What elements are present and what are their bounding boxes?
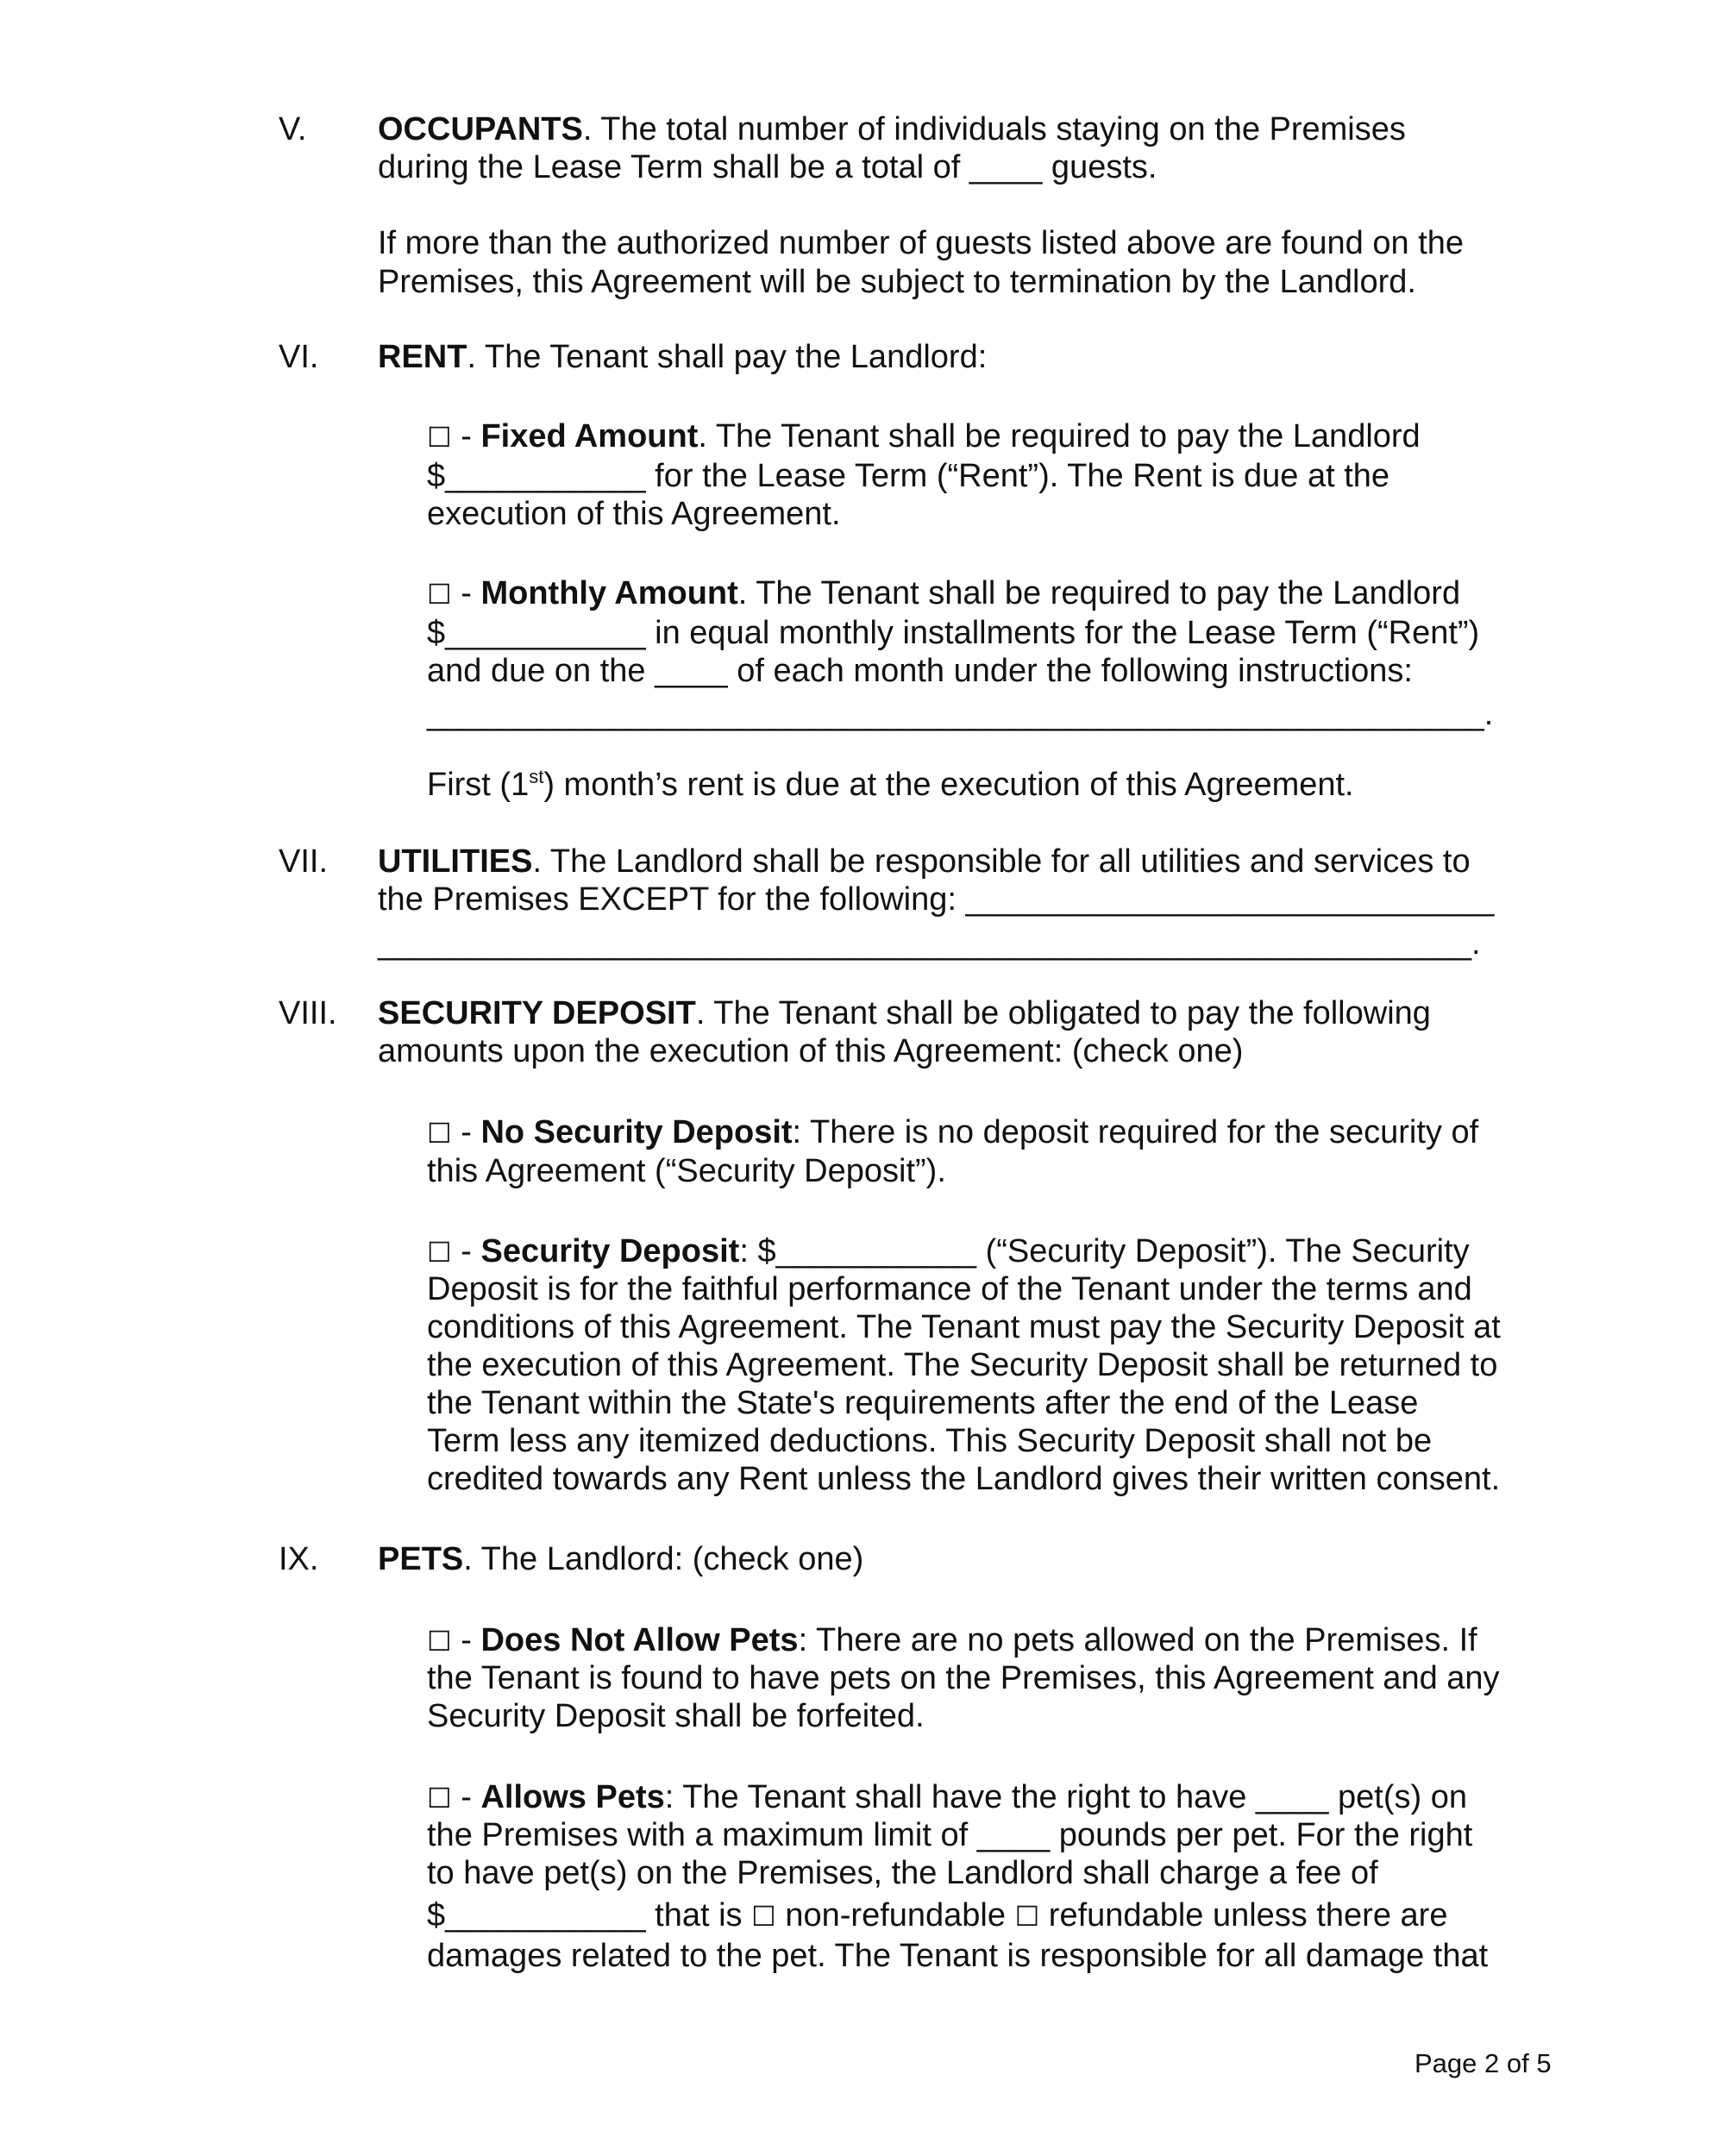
checkbox-does-not-allow-pets[interactable]: ☐ [427, 1625, 452, 1658]
checkbox-fixed-amount[interactable]: ☐ [427, 421, 452, 454]
option-line: execution of this Agreement. [427, 496, 841, 532]
option-line: to have pet(s) on the Premises, the Landlord shall charge a fee of [427, 1855, 1378, 1891]
option-line: and due on the ____ of each month under the following instructions: [427, 653, 1413, 689]
option-line: ☐ - Fixed Amount. The Tenant shall be required to pay the Landlord [427, 418, 1421, 454]
option-line: ☐ - Does Not Allow Pets: There are no pets allowed on the Premises. If [427, 1622, 1477, 1658]
option-title: Allows Pets [480, 1779, 665, 1815]
section-line: ____________________________________________________________. [378, 925, 1481, 962]
section-numeral: V. [279, 111, 307, 147]
option-line: $___________ in equal monthly installments for the Lease Term (“Rent”) [427, 615, 1480, 651]
option-line: credited towards any Rent unless the Landlord gives their written consent. [427, 1461, 1501, 1497]
option-line: the Tenant is found to have pets on the Premises, this Agreement and any [427, 1660, 1500, 1696]
option-line: Term less any itemized deductions. This Security Deposit shall not be [427, 1423, 1433, 1459]
option-line: damages related to the pet. The Tenant is responsible for all damage that [427, 1938, 1489, 1974]
option-line: this Agreement (“Security Deposit”). [427, 1153, 946, 1189]
option-line: conditions of this Agreement. The Tenant must pay the Security Deposit at [427, 1309, 1501, 1345]
section-line: amounts upon the execution of this Agreement: (check one) [378, 1033, 1244, 1069]
option-title: Does Not Allow Pets [480, 1622, 799, 1658]
section-line: PETS. The Landlord: (check one) [378, 1541, 864, 1577]
option-line: the Premises with a maximum limit of ____ pounds per pet. For the right [427, 1817, 1473, 1853]
checkbox-no-security-deposit[interactable]: ☐ [427, 1117, 452, 1150]
section-line: OCCUPANTS. The total number of individuals staying on the Premises [378, 111, 1406, 147]
section-line: the Premises EXCEPT for the following: _____________________________ [378, 881, 1495, 918]
section-line: UTILITIES. The Landlord shall be responsible for all utilities and services to [378, 843, 1471, 880]
section-title: PETS [378, 1541, 464, 1577]
option-line: ☐ - Security Deposit: $___________ (“Security Deposit”). The Security [427, 1233, 1470, 1269]
section-title: UTILITIES [378, 843, 533, 880]
first-month-note: First (1st) month’s rent is due at the execution of this Agreement. [427, 766, 1354, 803]
option-line: $___________ for the Lease Term (“Rent”). The Rent is due at the [427, 458, 1390, 494]
section-line: If more than the authorized number of guests listed above are found on the [378, 225, 1465, 261]
option-line: ☐ - Monthly Amount. The Tenant shall be required to pay the Landlord [427, 575, 1461, 611]
option-line: ☐ - No Security Deposit: There is no deposit required for the security of [427, 1114, 1479, 1150]
checkbox-refundable[interactable]: ☐ [1014, 1900, 1040, 1933]
section-numeral: VII. [279, 843, 329, 880]
option-line: the execution of this Agreement. The Security Deposit shall be returned to [427, 1347, 1498, 1383]
page-number: Page 2 of 5 [1414, 2048, 1552, 2078]
option-title: Fixed Amount [480, 418, 699, 454]
checkbox-allows-pets[interactable]: ☐ [427, 1782, 452, 1814]
section-line: SECURITY DEPOSIT. The Tenant shall be obligated to pay the following [378, 995, 1431, 1031]
section-line: during the Lease Term shall be a total of ____ guests. [378, 149, 1157, 185]
section-title: OCCUPANTS [378, 111, 583, 147]
checkbox-security-deposit[interactable]: ☐ [427, 1236, 452, 1269]
option-title: Security Deposit [480, 1233, 740, 1269]
checkbox-monthly-amount[interactable]: ☐ [427, 578, 452, 611]
option-title: Monthly Amount [480, 575, 738, 611]
section-line: RENT. The Tenant shall pay the Landlord: [378, 339, 988, 375]
section-numeral: IX. [279, 1541, 319, 1577]
checkbox-non-refundable[interactable]: ☐ [751, 1900, 776, 1933]
section-title: SECURITY DEPOSIT [378, 995, 696, 1031]
option-line: $___________ that is ☐ non-refundable ☐ refundable unless there are [427, 1897, 1448, 1934]
option-line: Deposit is for the faithful performance of the Tenant under the terms and [427, 1271, 1472, 1307]
section-numeral: VIII. [279, 995, 337, 1031]
option-title: No Security Deposit [480, 1114, 793, 1150]
option-line: __________________________________________________________. [427, 696, 1494, 732]
option-line: the Tenant within the State's requirements after the end of the Lease [427, 1385, 1419, 1421]
option-line: ☐ - Allows Pets: The Tenant shall have the right to have ____ pet(s) on [427, 1779, 1467, 1815]
section-title: RENT [378, 339, 467, 375]
section-numeral: VI. [279, 339, 319, 375]
section-line: Premises, this Agreement will be subject to termination by the Landlord. [378, 264, 1416, 300]
option-line: Security Deposit shall be forfeited. [427, 1698, 925, 1734]
